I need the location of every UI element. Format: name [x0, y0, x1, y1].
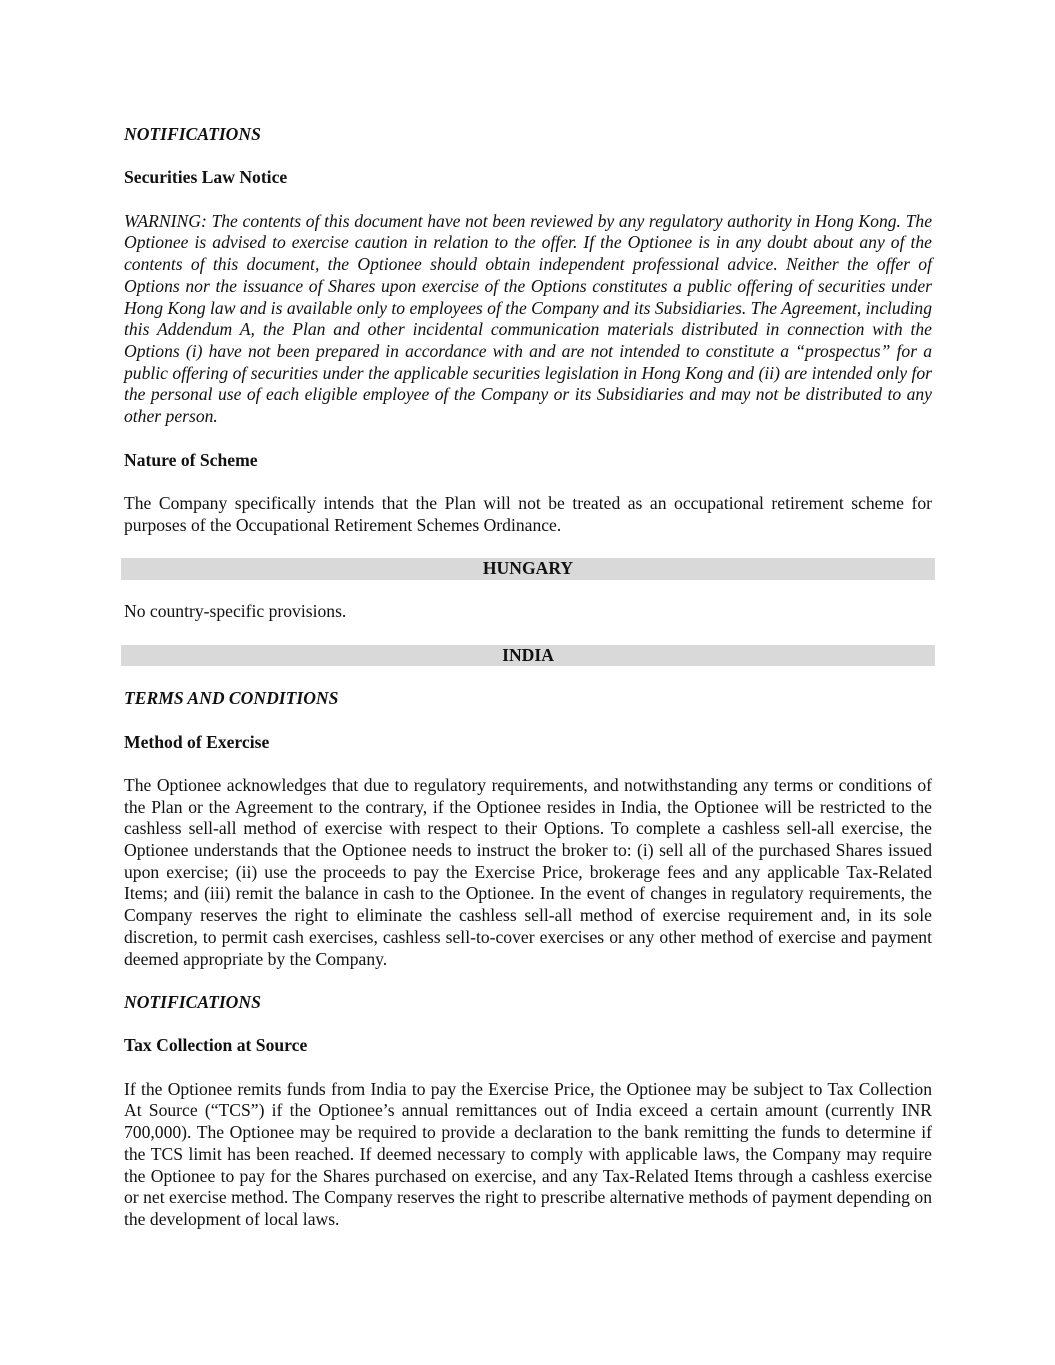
document-page	[124, 124, 932, 1252]
method-of-exercise-text: The Optionee acknowledges that due to regulatory requirements, and notwithstanding any terms or conditions of the Plan or the Agreement to the contrary, if the Optionee resides in India, the Optionee will be restricted to the cashless sell-all method of exercise with respect to their Options. To complete a cashless sell-all exercise, the Optionee understands that the Optionee needs to instruct the broker to: (i) sell all of the purchased Shares issued upon exercise; (ii) use the proceeds to pay the Exercise Price, brokerage fees and any applicable Tax-Related Items; and (iii) remit the balance in cash to the Optionee. In the event of changes in regulatory requirements, the Company reserves the right to eliminate the cashless sell-all method of exercise requirement and, in its sole discretion, to permit cash exercises, cashless sell-to-cover exercises or any other method of exercise and payment deemed appropriate by the Company.	[124, 774, 932, 969]
india-notifications-heading: NOTIFICATIONS	[124, 991, 261, 1012]
nature-of-scheme-text: The Company specifically intends that the Plan will not be treated as an occupational retirement scheme for purposes of the Occupational Retirement Schemes Ordinance.	[124, 492, 932, 535]
notifications-heading: NOTIFICATIONS	[124, 124, 261, 144]
tax-collection-text: If the Optionee remits funds from India to pay the Exercise Price, the Optionee may be subject to Tax Collection At Source (“TCS”) if the Optionee’s annual remittances out of India exceed a certain amount (currently INR 700,000). The Optionee may be required to provide a declaration to the bank remitting the funds to determine if the TCS limit has been reached. If deemed necessary to comply with applicable laws, the Company may require the Optionee to pay for the Shares purchased on exercise, and any Tax-Related Items through a cashless exercise or net exercise method. The Company reserves the right to prescribe alternative methods of payment depending on the development of local laws.	[124, 1078, 932, 1229]
terms-and-conditions-heading: TERMS AND CONDITIONS	[124, 688, 339, 709]
country-header-hungary: HUNGARY	[121, 558, 935, 580]
securities-law-notice-title: Securities Law Notice	[124, 167, 288, 188]
nature-of-scheme-title: Nature of Scheme	[124, 449, 258, 470]
hungary-text: No country-specific provisions.	[124, 601, 347, 622]
method-of-exercise-title: Method of Exercise	[124, 731, 270, 752]
securities-law-notice-text: WARNING: The contents of this document have not been reviewed by any regulatory authority in Hong Kong. The Optionee is advised to exercise caution in relation to the offer. If the Optionee is in any doubt about any of the contents of this document, the Optionee should obtain independent professional advice. Neither the offer of Options nor the issuance of Shares upon exercise of the Options constitutes a public offering of securities under Hong Kong law and is available only to employees of the Company and its Subsidiaries. The Agreement, including this Addendum A, the Plan and other incidental communication materials distributed in connection with the Options (i) have not been prepared in accordance with and are not intended to constitute a “prospectus” for a public offering of securities under the applicable securities legislation in Hong Kong and (ii) are intended only for the personal use of each eligible employee of the Company or its Subsidiaries and may not be distributed to any other person.	[124, 210, 932, 427]
country-header-india: INDIA	[121, 645, 935, 667]
tax-collection-title: Tax Collection at Source	[124, 1035, 308, 1056]
